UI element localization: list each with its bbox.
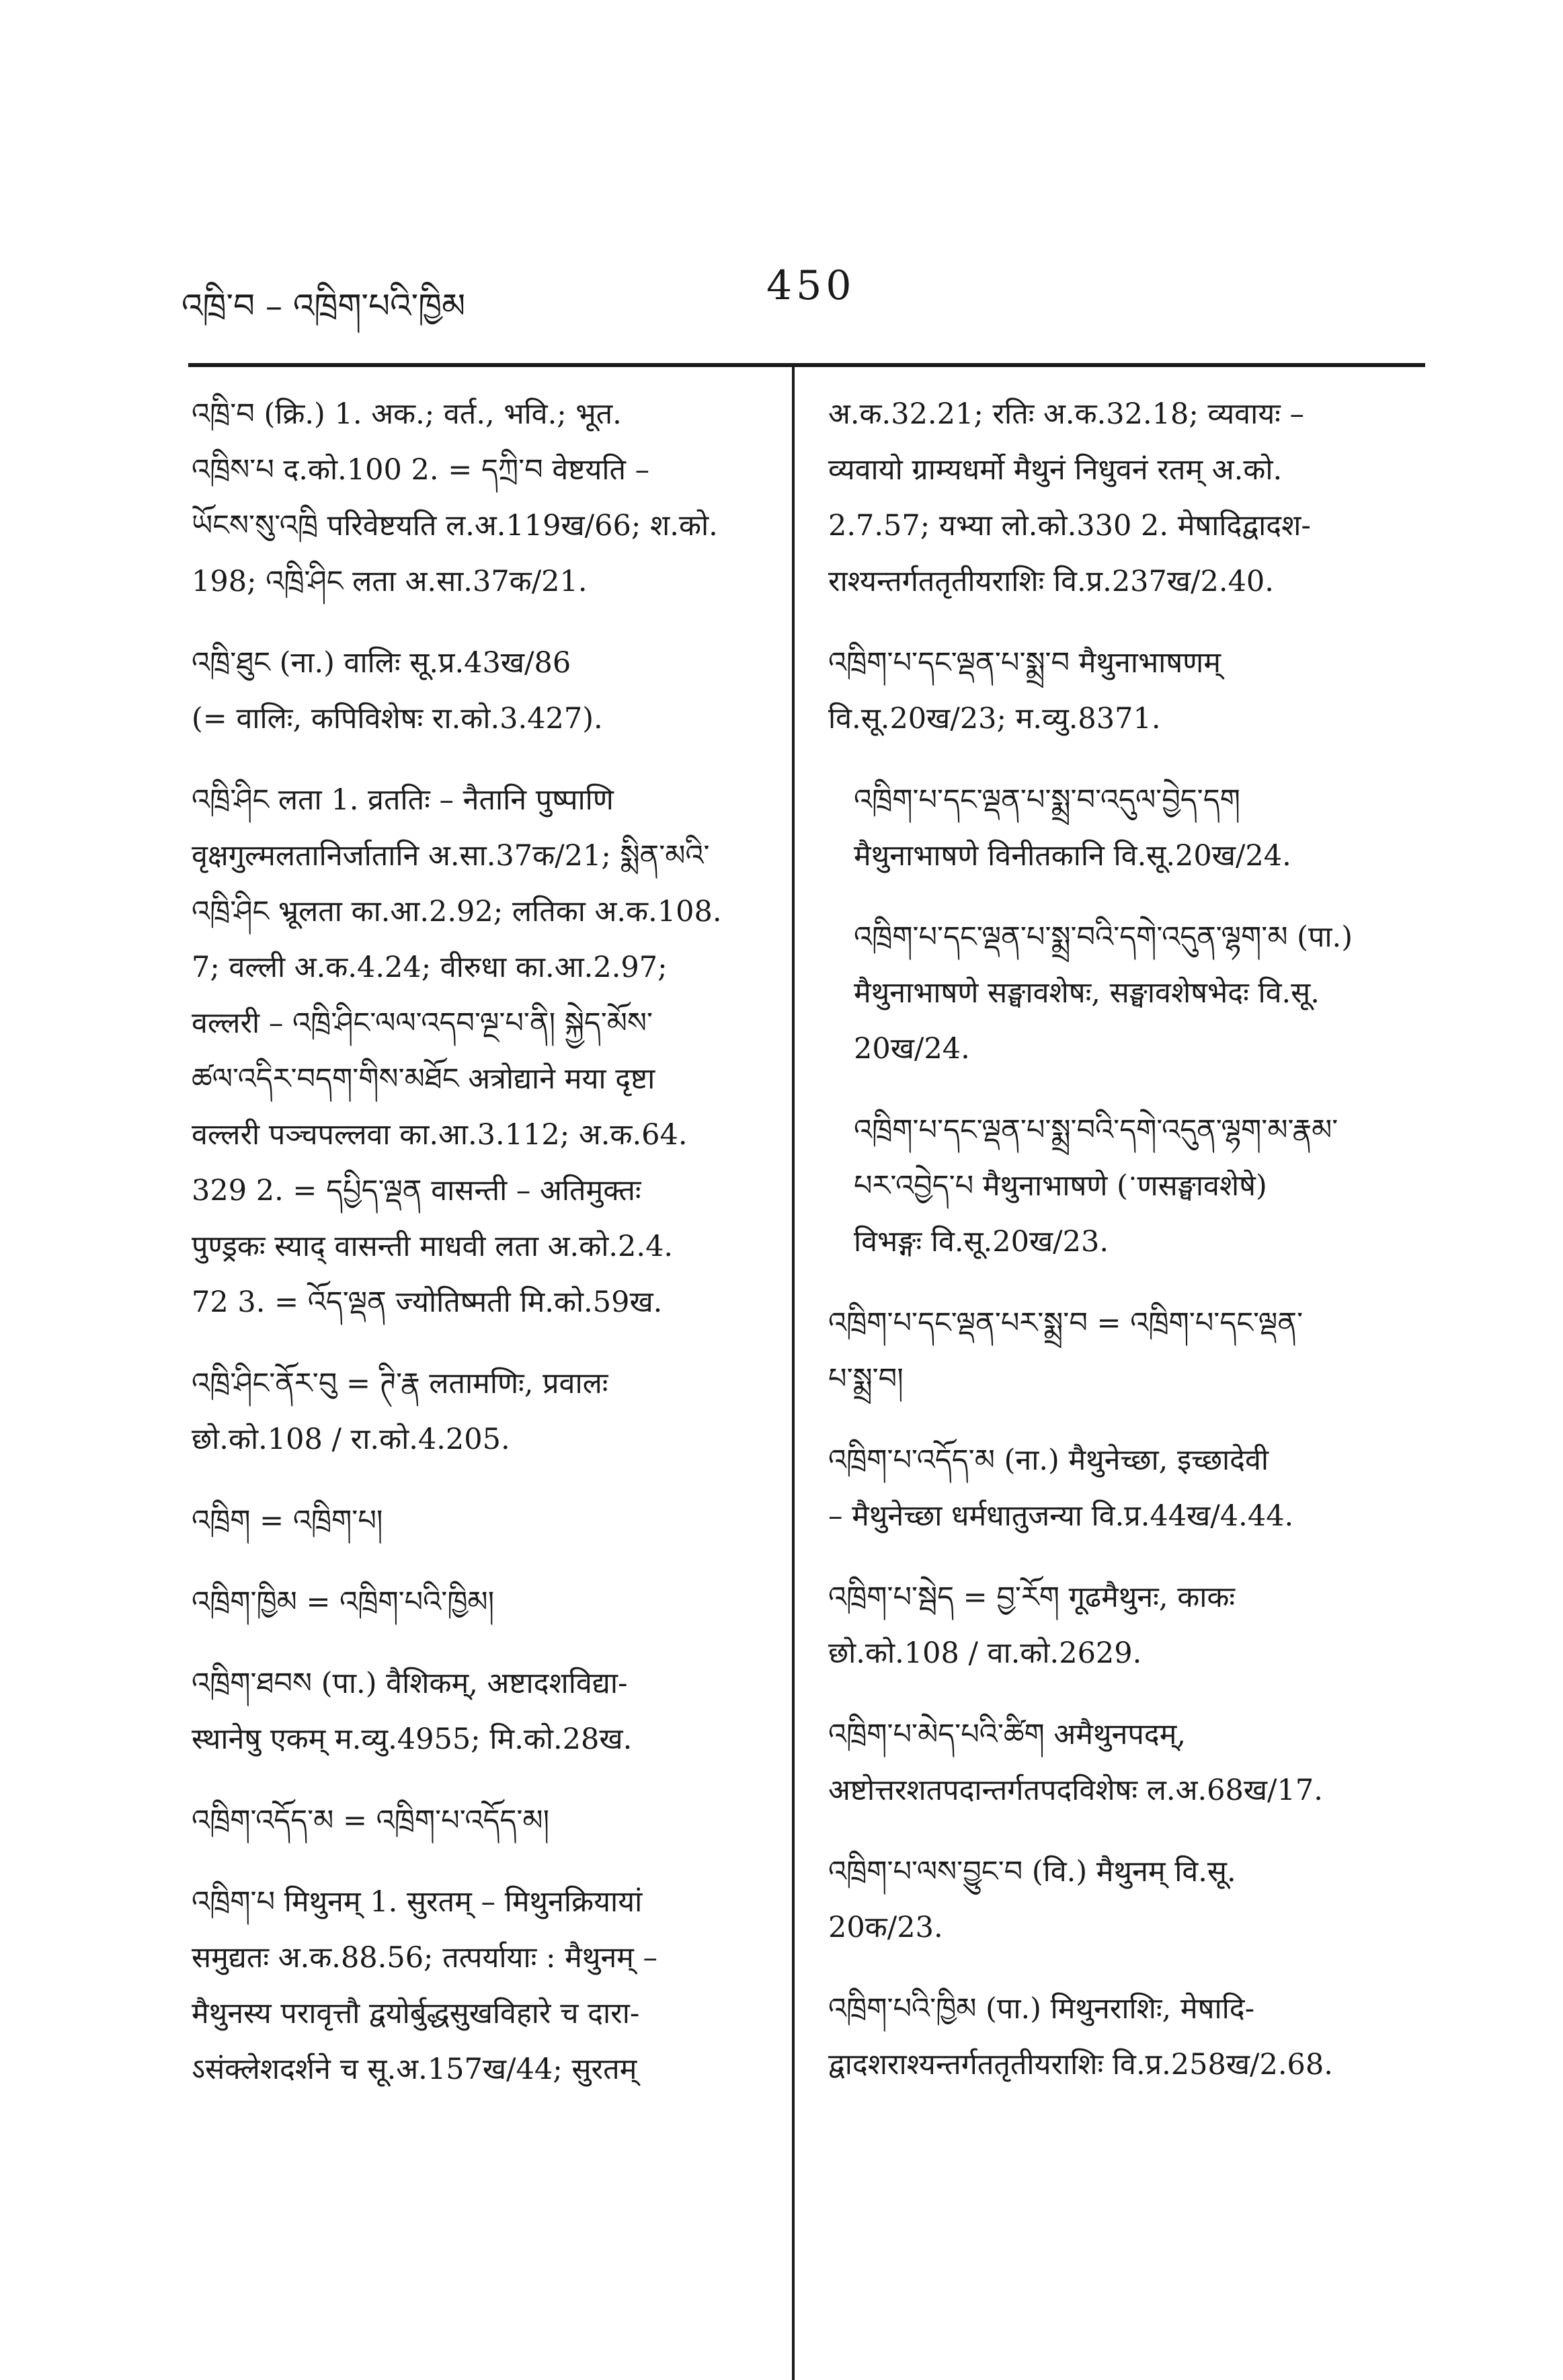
entry-text-line: मैथुनाभाषणे सङ्घावशेषः, सङ्घावशेषभेदः वि.सू. [854, 976, 1320, 1010]
page-number: 450 [766, 262, 856, 309]
entry-text-line: 72 3. = འོད་ལྡན ज्योतिष्मती मि.को.59ख. [192, 1285, 663, 1319]
entry-text-line: 20क/23. [828, 1911, 943, 1944]
dictionary-entry [828, 635, 1420, 747]
entry-headword-line: འཁྲིག་པ मिथुनम् 1. सुरतम् – मिथुनक्रियायां [192, 1885, 643, 1919]
entry-headword-line: འཁྲི་བ (क्रि.) 1. अक.; वर्त., भवि.; भूत. [192, 397, 622, 431]
entry-headword-line: འཁྲིག་པ་མེད་པའི་ཚིག अमैथुनपदम्, [828, 1718, 1186, 1751]
entry-headword-line: འཁྲིག་ཁྱིམ = འཁྲིག་པའི་ཁྱིམ། [192, 1585, 495, 1619]
entry-text-line: ཡོངས་སུ་འཁྲི परिवेष्टयति ल.अ.119ख/66; श.को. [192, 509, 718, 543]
left-column [192, 387, 783, 2123]
entry-text-line: 7; वल्ली अ.क.4.24; वीरुधा का.आ.2.97; [192, 951, 668, 984]
dictionary-entry [828, 1433, 1420, 1544]
entry-text-line: པར་འབྱེད་པ मैथुनाभाषणे (ॱणसङ्घावशेषे) [854, 1169, 1267, 1203]
entry-text-line: छो.को.108 / वा.को.2629. [828, 1636, 1142, 1670]
entry-text-line: अष्टोत्तरशतपदान्तर्गतपदविशेषः ल.अ.68ख/17. [828, 1774, 1323, 1807]
entry-headword-line: འཁྲིག་པ་དང་ལྡན་པ་སྨྲ་བ मैथुनाभाषणम् [828, 646, 1221, 680]
dictionary-entry [192, 387, 783, 610]
entry-headword-line: अ.क.32.21; रतिः अ.क.32.18; व्यवायः – [828, 397, 1305, 431]
entry-text-line: འཁྲིས་པ द.को.100 2. = དཀྲི་བ वेष्टयति – [192, 453, 650, 487]
dictionary-entry [192, 1656, 783, 1768]
entry-headword-line: འཁྲིག་པ་དང་ལྡན་པ་སྨྲ་བའི་དགེ་འདུན་ལྷག་མ་རྣམ་ [854, 1113, 1338, 1147]
entry-text-line: 329 2. = དཔྱིད་ལྡན वासन्ती – अतिमुक्तः [192, 1174, 641, 1207]
entry-headword-line: འཁྲིག་འདོད་མ = འཁྲིག་པ་འདོད་མ། [192, 1804, 550, 1837]
entry-headword-line: འཁྲིག = འཁྲིག་པ། [192, 1504, 383, 1538]
entry-text-line: – मैथुनेच्छा धर्मधातुजन्या वि.प्र.44ख/4.44. [828, 1499, 1294, 1533]
dictionary-entry [192, 635, 783, 747]
dictionary-entry [828, 910, 1420, 1077]
dictionary-entry [828, 1103, 1420, 1270]
entry-headword-line: འཁྲིག་པ་དང་ལྡན་པ་སྨྲ་བའི་དགེ་འདུན་ལྷག་མ (पा.) [854, 920, 1353, 954]
entry-headword-line: འཁྲིག་ཐབས (पा.) वैशिकम्, अष्टादशविद्या- [192, 1667, 628, 1700]
dictionary-entry [192, 1493, 783, 1549]
entry-headword-line: འཁྲི་ཤིང लता 1. व्रततिः – नैतानि पुष्पाणि [192, 783, 614, 817]
dictionary-entry [828, 1981, 1420, 2093]
entry-text-line: राश्यन्तर्गततृतीयराशिः वि.प्र.237ख/2.40. [828, 565, 1274, 598]
entry-text-line: द्वादशराश्यन्तर्गततृतीयराशिः वि.प्र.258ख/2.68. [828, 2048, 1333, 2081]
dictionary-entry [828, 387, 1420, 610]
entry-text-line: वल्लरी पञ्चपल्लवा का.आ.3.112; अ.क.64. [192, 1118, 688, 1152]
entry-text-line: वल्लरी – འཁྲི་ཤིང་ལལ་འདབ་ལྔ་པ་ནི། སྐྱེད་མོས་ [192, 1006, 653, 1040]
entry-text-line: 20ख/24. [854, 1032, 970, 1066]
right-column [828, 387, 1420, 2118]
entry-text-line: स्थानेषु एकम् म.व्यु.4955; मि.को.28ख. [192, 1722, 633, 1756]
running-head: འཁྲི་བ – འཁྲིག་པའི་ཁྱིམ [182, 286, 466, 325]
entry-text-line: (= वालिः, कपिविशेषः रा.को.3.427). [192, 702, 603, 736]
entry-text-line: वि.सू.20ख/23; म.व्यु.8371. [828, 702, 1161, 736]
entry-headword-line: འཁྲི་ཤིང་ནོར་བུ = ཊི་རྣ लतामणिः, प्रवालः [192, 1367, 608, 1400]
dictionary-entry [192, 1575, 783, 1630]
dictionary-entry [828, 1296, 1420, 1407]
dictionary-entry [828, 1707, 1420, 1819]
entry-headword-line: འཁྲིག་པ་དང་ལྡན་པ་སྨྲ་བ་འདུལ་བྱེད་དག [854, 783, 1240, 817]
entry-headword-line: འཁྲིག་པའི་ཁྱིམ (पा.) मिथुनराशिः, मेषादि- [828, 1992, 1255, 2026]
entry-text-line: 2.7.57; यभ्या लो.को.330 2. मेषादिद्वादश- [828, 509, 1311, 543]
entry-text-line: འཁྲི་ཤིང भ्रूलता का.आ.2.92; लतिका अ.क.108. [192, 895, 722, 928]
header-rule [188, 363, 1425, 367]
entry-text-line: मैथुनाभाषणे विनीतकानि वि.सू.20ख/24. [854, 839, 1291, 873]
entry-headword-line: འཁྲིག་པ་དང་ལྡན་པར་སྨྲ་བ = འཁྲིག་པ་དང་ལྡན་ [828, 1306, 1304, 1340]
entry-text-line: मैथुनस्य परावृत्तौ द्वयोर्बुद्धसुखविहारे च दारा- [192, 1997, 640, 2030]
entry-text-line: पुण्ड्रकः स्याद् वासन्ती माधवी लता अ.को.2.4. [192, 1230, 674, 1263]
entry-text-line: विभङ्गः वि.सू.20ख/23. [854, 1225, 1109, 1259]
dictionary-entry [192, 1356, 783, 1468]
dictionary-entry [828, 772, 1420, 884]
entry-text-line: वृक्षगुल्मलतानिर्जातानि अ.सा.37क/21; སྨིན་མའི་ [192, 839, 710, 873]
dictionary-entry [192, 1793, 783, 1849]
entry-text-line: समुद्यतः अ.क.88.56; तत्पर्यायाः : मैथुनम् – [192, 1941, 658, 1975]
entry-text-line: 198; འཁྲི་ཤིང लता अ.सा.37क/21. [192, 565, 588, 598]
entry-headword-line: འཁྲིག་པ་འདོད་མ (ना.) मैथुनेच्छा, इच्छादेवी [828, 1443, 1269, 1477]
entry-headword-line: འཁྲི་ཐུང (ना.) वालिः सू.प्र.43ख/86 [192, 646, 571, 680]
entry-text-line: छो.को.108 / रा.को.4.205. [192, 1423, 510, 1456]
entry-text-line: ཚལ་འདིར་བདག་གིས་མཐོང अत्रोद्याने मया दृष्टा [192, 1062, 655, 1096]
column-divider [792, 366, 795, 2380]
entry-text-line: ऽसंक्लेशदर्शने च सू.अ.157ख/44; सुरतम् [192, 2053, 637, 2086]
entry-text-line: व्यवायो ग्राम्यधर्मो मैथुनं निधुवनं रतम् अ.को. [828, 453, 1283, 487]
dictionary-entry [828, 1844, 1420, 1956]
dictionary-entry [192, 772, 783, 1331]
entry-text-line: པ་སྨྲ་བ། [828, 1362, 904, 1396]
entry-headword-line: འཁྲིག་པ་ལས་བྱུང་བ (वि.) मैथुनम् वि.सू. [828, 1855, 1236, 1889]
entry-headword-line: འཁྲིག་པ་སྦེད = བྱ་རོག गूढमैथुनः, काकः [828, 1581, 1236, 1614]
dictionary-entry [828, 1570, 1420, 1681]
dictionary-entry [192, 1874, 783, 2098]
